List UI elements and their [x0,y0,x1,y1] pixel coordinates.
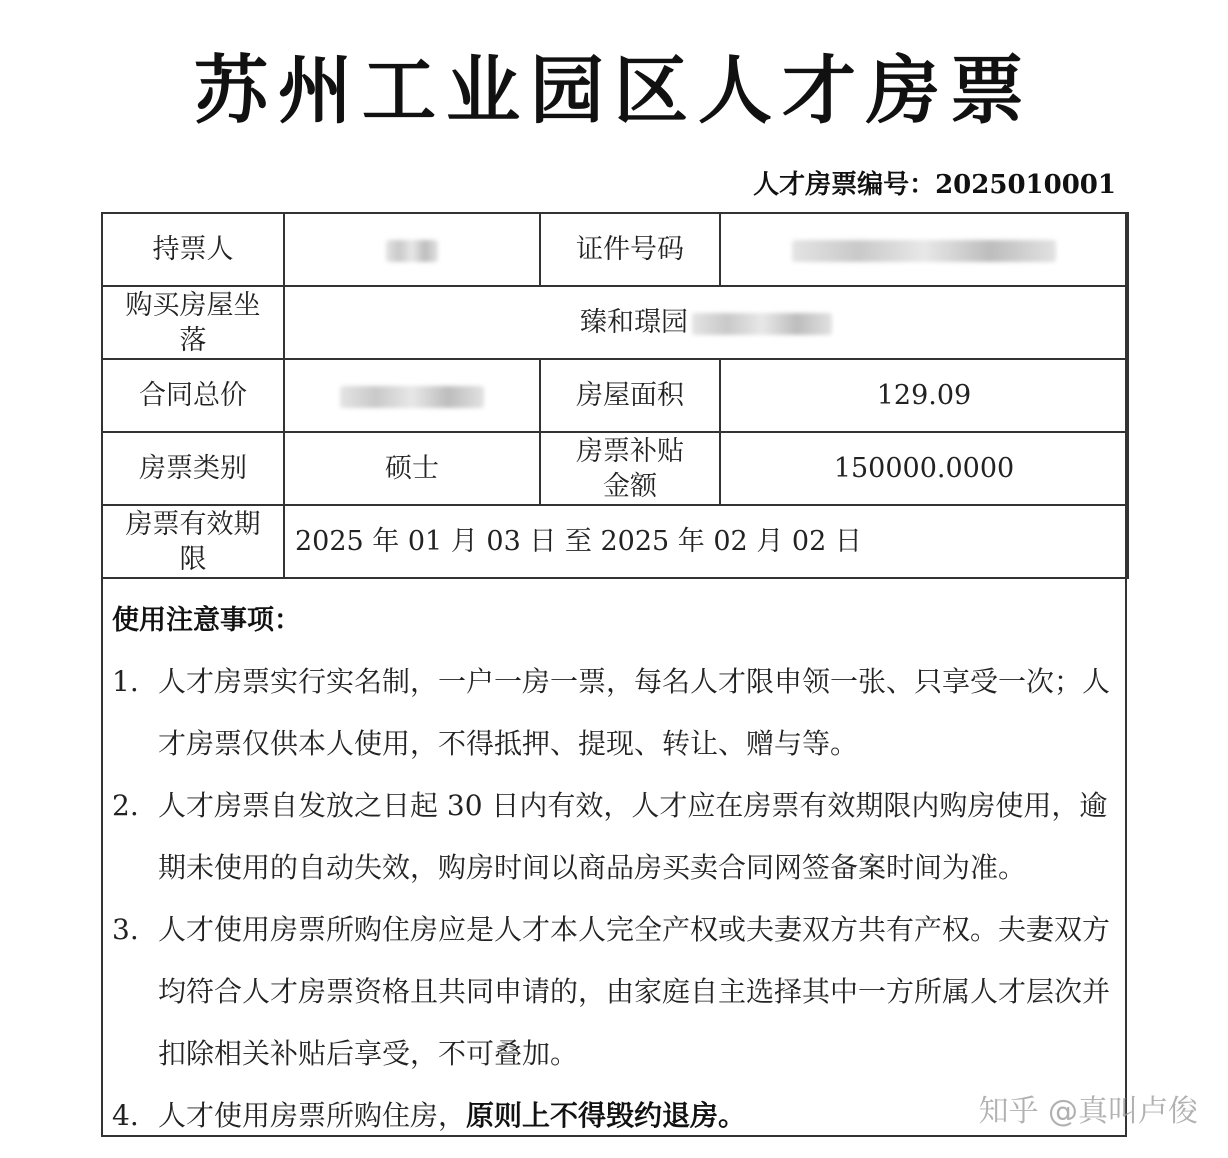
document-title: 苏州工业园区人才房票 [194,48,1034,134]
ticket-number: 人才房票编号：2025010001 [753,170,1116,200]
contract-price-value [284,359,540,432]
note-item [112,775,1118,899]
redacted-id [792,240,1056,262]
note-text-plain: 人才使用房票所购住房， [158,1099,467,1132]
note-item [112,899,1118,1085]
note-item [112,1085,1118,1147]
holder-label: 持票人 [102,213,284,286]
info-table [101,212,1129,579]
table-row [102,359,1128,432]
note-text: 人才房票实行实名制，一户一房一票，每名人才限申领一张、只享受一次；人才房票仅供本人使用，不得抵押、提现、转让、赠与等。 [158,665,1111,760]
redacted-name [386,240,438,262]
id-value [720,213,1128,286]
redacted-address [692,313,832,335]
note-text-bold: 原则上不得毁约退房。 [466,1099,747,1132]
note-text: 人才房票自发放之日起 30 日内有效，人才应在房票有效期限内购房使用，逾期未使用的自动失效，购房时间以商品房买卖合同网签备案时间为准。 [158,789,1108,884]
area-value: 129.09 [720,359,1128,432]
location-text: 臻和璟园 [580,307,688,338]
holder-value [284,213,540,286]
table-row [102,432,1128,505]
note-number: 2. [112,789,139,822]
id-label: 证件号码 [540,213,720,286]
table-row [102,213,1128,286]
note-number: 4. [112,1099,139,1132]
subsidy-label: 房票补贴金额 [540,432,720,505]
validity-label: 房票有效期限 [102,505,284,578]
notes-title: 使用注意事项： [112,605,301,636]
note-text [158,1085,1118,1147]
note-number: 3. [112,913,139,946]
note-text: 人才使用房票所购住房应是人才本人完全产权或夫妻双方共有产权。夫妻双方均符合人才房票资格且共同申请的，由家庭自主选择其中一方所属人才层次并扣除相关补贴后享受，不可叠加。 [158,913,1111,1070]
ticket-type-value: 硕士 [284,432,540,505]
notes-section [112,598,1118,1147]
table-row [102,286,1128,359]
subsidy-value: 150000.0000 [720,432,1128,505]
area-label: 房屋面积 [540,359,720,432]
ticket-type-label: 房票类别 [102,432,284,505]
table-row [102,505,1128,578]
location-label: 购买房屋坐落 [102,286,284,359]
contract-price-label: 合同总价 [102,359,284,432]
location-value [284,286,1128,359]
redacted-price [340,386,484,408]
watermark: 知乎 @真叫卢俊 [978,1094,1198,1129]
note-item [112,651,1118,775]
note-number: 1. [112,665,139,698]
validity-value: 2025 年 01 月 03 日 至 2025 年 02 月 02 日 [284,505,1128,578]
